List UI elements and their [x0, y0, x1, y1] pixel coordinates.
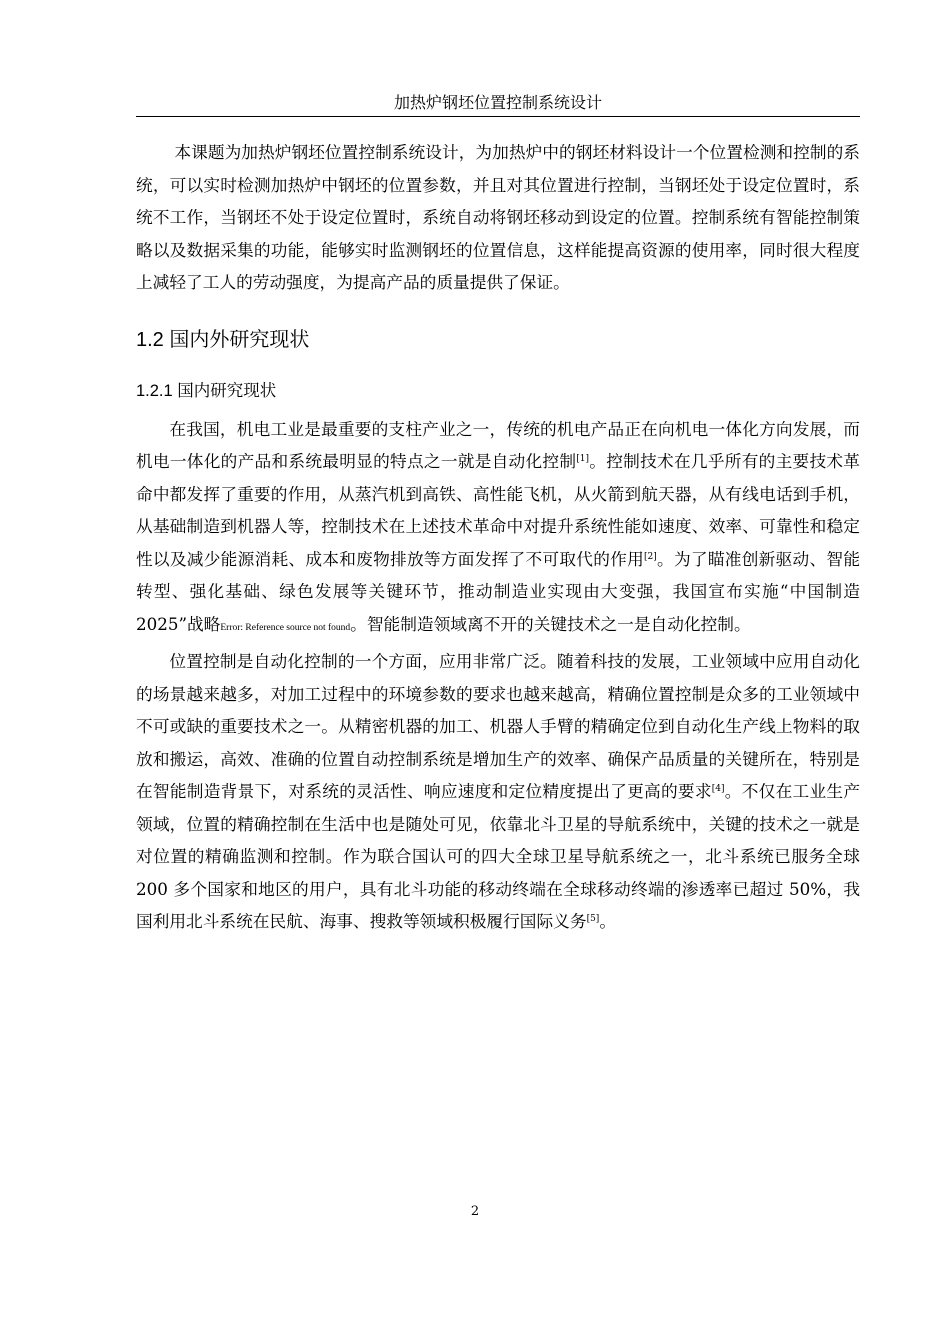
- broken-reference-text: Error: Reference source not found: [220, 622, 351, 633]
- paragraph-text: 。不仅在工业生产领域，位置的精确控制在生活中也是随处可见，依靠北斗卫星的导航系统中，关键的技术之一就是对位置的精确监测和控制。作为联合国认可的四大全球卫星导航系统之一，北斗系统已服务全球 200 多个国家和地区的用户，具有北斗功能的移动终端在全球移动终端的渗透率已超过 50%，我国利用北斗系统在民航、海事、搜救等领域积极履行国际义务: [136, 781, 861, 931]
- paragraph-text: 。控制技术在几乎所有的主要技术革命中都发挥了重要的作用，从蒸汽机到高铁、高性能飞机，从火箭到航天器，从有线电话到手机，从基础制造到机器人等，控制技术在上述技术革命中对提升系统性能如速度、效率、可靠性和稳定性以及减少能源消耗、成本和废物排放等方面发挥了不可取代的作用: [136, 451, 860, 569]
- page-number: 2: [470, 1204, 480, 1219]
- section-number: 1.2: [136, 328, 164, 351]
- paragraph-text: 在我国，机电工业是最重要的支柱产业之一，传统的机电产品正在向机电一体化方向发展，而机电一体化的产品和系统最明显的特点之一就是自动化控制: [136, 418, 860, 471]
- header-title: 加热炉钢坯位置控制系统设计: [393, 93, 602, 112]
- citation-ref: [1]: [576, 454, 590, 464]
- page-body: [136, 136, 860, 938]
- paragraph-domestic-overview: [136, 413, 860, 645]
- running-header: [136, 92, 860, 117]
- citation-ref: [5]: [586, 914, 600, 924]
- subsection-number: 1.2.1: [136, 381, 173, 400]
- paragraph-position-control: [136, 645, 860, 938]
- paragraph-text: 。: [599, 911, 616, 931]
- section-title: 国内外研究现状: [169, 328, 310, 351]
- citation-ref: [2]: [644, 551, 657, 562]
- paragraph-text: 。为了瞄准创新驱动、智能转型、强化基础、绿色发展等关键环节，推动制造业实现由大变强，我国宣布实施“中国制造 2025”战略: [136, 548, 861, 634]
- paragraph-text: 。智能制造领域离不开的关键技术之一是自动化控制。: [350, 613, 751, 634]
- subsection-title: 国内研究现状: [177, 381, 277, 400]
- section-heading: [136, 311, 860, 369]
- paragraph-text: 位置控制是自动化控制的一个方面，应用非常广泛。随着科技的发展，工业领域中应用自动化的场景越来越多，对加工过程中的环境参数的要求也越来越高，精确位置控制是众多的工业领域中不可或缺的重要技术之一。从精密机器的加工、机器人手臂的精确定位到自动化生产线上物料的取放和搬运，高效、准确的位置自动控制系统是增加生产的效率、确保产品质量的关键所在，特别是在智能制造背景下，对系统的灵活性、响应速度和定位精度提出了更高的要求: [136, 651, 860, 801]
- subsection-heading: [136, 369, 860, 413]
- intro-paragraph: 本课题为加热炉钢坯位置控制系统设计，为加热炉中的钢坯材料设计一个位置检测和控制的系统，可以实时检测加热炉中钢坯的位置参数，并且对其位置进行控制，当钢坯处于设定位置时，系统不工作，当钢坯不处于设定位置时，系统自动将钢坯移动到设定的位置。控制系统有智能控制策略以及数据采集的功能，能够实时监测钢坯的位置信息，这样能提高资源的使用率，同时很大程度上减轻了工人的劳动强度，为提高产品的质量提供了保证。: [136, 142, 860, 292]
- citation-ref: [4]: [711, 784, 725, 794]
